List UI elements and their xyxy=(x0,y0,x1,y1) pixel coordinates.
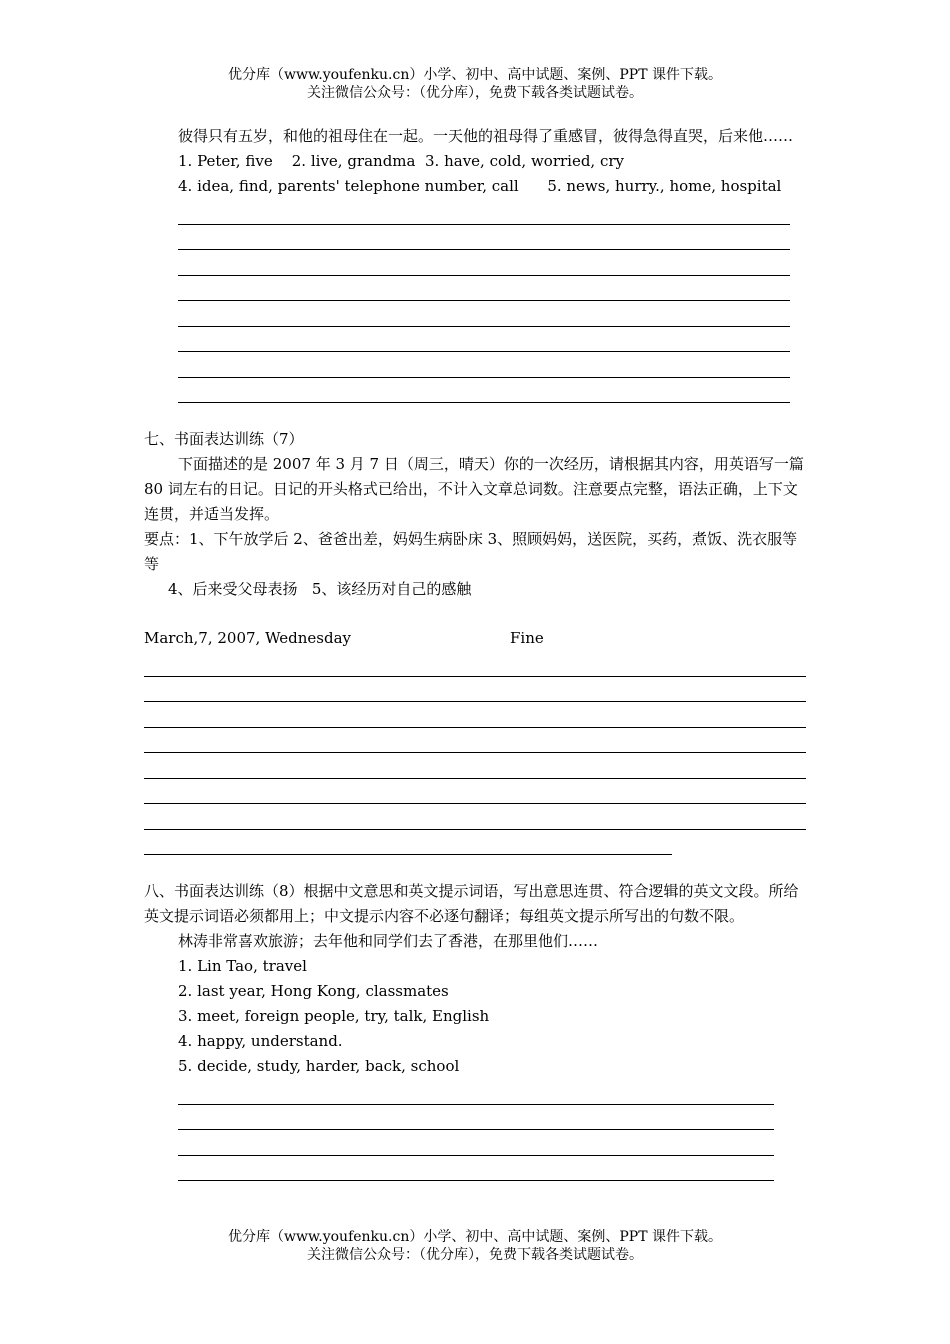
answer-line[interactable] xyxy=(178,1079,774,1105)
section8-answer-lines[interactable] xyxy=(144,1079,808,1181)
answer-line[interactable] xyxy=(178,1156,774,1182)
section8-cue-2: 2. last year, Hong Kong, classmates xyxy=(178,982,449,1000)
header-line-2: 关注微信公众号：（优分库），免费下载各类试题试卷。 xyxy=(307,85,643,101)
answer-line[interactable] xyxy=(144,651,806,677)
answer-line[interactable] xyxy=(178,276,790,302)
answer-line[interactable] xyxy=(178,1105,774,1131)
answer-line[interactable] xyxy=(144,779,806,805)
answer-line[interactable] xyxy=(178,250,790,276)
section7-answer-lines[interactable] xyxy=(144,651,808,855)
section8-cue-3: 3. meet, foreign people, try, talk, English xyxy=(178,1007,490,1025)
footer-line-2: 关注微信公众号：（优分库），免费下载各类试题试卷。 xyxy=(307,1247,643,1263)
section8-title-instruction: 八、书面表达训练（8）根据中文意思和英文提示词语，写出意思连贯、符合逻辑的英文文段。所给英文提示词语必须都用上；中文提示内容不必逐句翻译；每组英文提示所写出的句数不限。 xyxy=(144,882,799,925)
footer-line-1: 优分库（www.youfenku.cn）小学、初中、高中试题、案例、PPT 课件下载。 xyxy=(227,1229,722,1245)
diary-weather: Fine xyxy=(510,629,544,647)
section6-story: 彼得只有五岁，和他的祖母住在一起。一天他的祖母得了重感冒，彼得急得直哭，后来他…… xyxy=(178,127,794,145)
answer-line[interactable] xyxy=(178,352,790,378)
answer-line[interactable] xyxy=(144,830,672,856)
diary-date: March,7, 2007, Wednesday xyxy=(144,629,352,647)
section6-cues-2: 4. idea, find, parents' telephone number, call 5. news, hurry., home, hospital xyxy=(178,177,782,195)
page-header xyxy=(0,66,950,102)
answer-line[interactable] xyxy=(144,804,806,830)
section7-title: 七、书面表达训练（7） xyxy=(144,430,304,448)
answer-line[interactable] xyxy=(178,225,790,251)
answer-line[interactable] xyxy=(144,728,806,754)
section8-cue-1: 1. Lin Tao, travel xyxy=(178,957,307,975)
answer-line[interactable] xyxy=(178,1130,774,1156)
page-footer xyxy=(0,1228,950,1264)
section8-cue-5: 5. decide, study, harder, back, school xyxy=(178,1057,460,1075)
main-content xyxy=(144,124,808,1181)
answer-line[interactable] xyxy=(144,702,806,728)
answer-line[interactable] xyxy=(178,327,790,353)
section7-instruction: 下面描述的是 2007 年 3 月 7 日（周三，晴天）你的一次经历，请根据其内容，用英语写一篇 80 词左右的日记。日记的开头格式已给出，不计入文章总词数。注意要点完整，语法正确，上下文连贯，并适当发挥。 xyxy=(144,455,804,523)
section6-answer-lines[interactable] xyxy=(144,199,808,403)
header-line-1: 优分库（www.youfenku.cn）小学、初中、高中试题、案例、PPT 课件下载。 xyxy=(227,67,722,83)
section6-cues-1: 1. Peter, five 2. live, grandma 3. have, cold, worried, cry xyxy=(178,152,625,170)
answer-line[interactable] xyxy=(178,378,790,404)
answer-line[interactable] xyxy=(144,677,806,703)
section8-cue-4: 4. happy, understand. xyxy=(178,1032,343,1050)
section8-story: 林涛非常喜欢旅游；去年他和同学们去了香港，在那里他们…… xyxy=(178,932,599,950)
section7-diary-heading xyxy=(144,626,808,651)
section7-points-2: 4、后来受父母表扬 5、该经历对自己的感触 xyxy=(168,580,472,598)
answer-line[interactable] xyxy=(178,301,790,327)
answer-line[interactable] xyxy=(144,753,806,779)
section7-points-1: 要点：1、下午放学后 2、爸爸出差，妈妈生病卧床 3、照顾妈妈，送医院，买药，煮饭、洗衣服等等 xyxy=(144,530,798,573)
answer-line[interactable] xyxy=(178,199,790,225)
